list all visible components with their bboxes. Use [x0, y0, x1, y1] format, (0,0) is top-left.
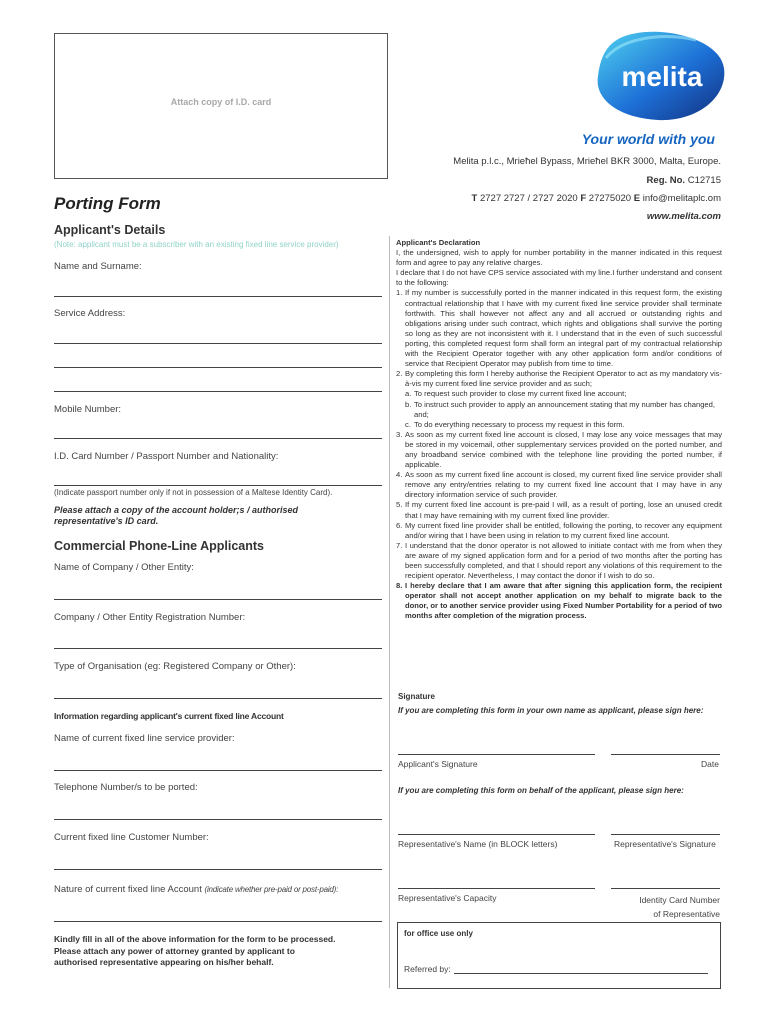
current-line-heading: Information regarding applicant's current fixed line Account: [54, 711, 284, 721]
footer-note: Kindly fill in all of the above information for the form to be processed. Please attach any power of attorney granted by applicant to authorised representative appearing on his/her behalf.: [54, 934, 336, 967]
service-address-label: Service Address:: [54, 308, 126, 319]
declaration-item: 2. By completing this form I hereby authorise the Recipient Operator to act as my mandatory vis-à-vis my current fixed line service provider and as such;: [396, 369, 722, 389]
declaration-intro-1: I, the undersigned, wish to apply for number portability in the manner indicated in this request form and agree to pay any relative charges.: [396, 248, 722, 268]
company-reg-label: Company / Other Entity Registration Number:: [54, 612, 246, 623]
registration-number: Reg. No. C12715: [646, 175, 721, 186]
rep-signature-label: Representative's Signature: [614, 839, 716, 849]
applicant-note: (Note: applicant must be a subscriber with an existing fixed line service provider): [54, 240, 339, 249]
declaration-subitem: a. To request such provider to close my current fixed line account;: [405, 389, 627, 399]
attach-id-note: Please attach a copy of the account holder;s / authorised representative's ID card.: [54, 505, 299, 526]
declaration-item: 4. As soon as my current fixed line account is closed, my current fixed line service provider shall remove any entry/entries relating to my current fixed line account that I may have in any directory information service of such provider.: [396, 470, 722, 500]
company-website: www.melita.com: [646, 211, 721, 222]
signature-heading: Signature: [398, 692, 435, 701]
applicant-details-heading: Applicant's Details: [54, 223, 166, 237]
declaration-item: 8. I hereby declare that I am aware that after signing this application form, the recipient operator shall not accept another application on my behalf to migrate back to the donor, or to another service provider using Fixed Number Portability for a period of two months after completion of the migration process.: [396, 581, 722, 621]
customer-number-label: Current fixed line Customer Number:: [54, 832, 209, 843]
id-card-field[interactable]: [54, 485, 382, 486]
page-title: Porting Form: [54, 194, 161, 213]
provider-label: Name of current fixed line service provider:: [54, 733, 235, 744]
declaration-title: Applicant's Declaration: [396, 238, 481, 247]
provider-field[interactable]: [54, 770, 382, 771]
date-label: Date: [701, 759, 719, 769]
company-name-field[interactable]: [54, 599, 382, 600]
commercial-heading: Commercial Phone-Line Applicants: [54, 539, 264, 553]
behalf-instruction: If you are completing this form on behalf of the applicant, please sign here:: [398, 786, 684, 795]
account-nature-field[interactable]: [54, 921, 382, 922]
mobile-number-label: Mobile Number:: [54, 404, 122, 415]
name-field[interactable]: [54, 296, 382, 297]
passport-note: (Indicate passport number only if not in possession of a Maltese Identity Card).: [54, 488, 333, 497]
id-card-attachment-label: Attach copy of I.D. card: [170, 97, 272, 107]
declaration-subitem: c. To do everything necessary to process my request in this form.: [405, 419, 625, 429]
declaration-item: 5. If my current fixed line account is pre-paid I will, as a result of porting, lose an unused credit that I may have remaining with my current fixed line provider.: [396, 500, 722, 520]
telephone-field[interactable]: [54, 819, 382, 820]
company-name-label: Name of Company / Other Entity:: [54, 562, 194, 573]
declaration-item: 6. My current fixed line provider shall be entitled, following the porting, to recover any equipment and/or wiring that I have been using in relation to my current fixed line account.: [396, 520, 722, 540]
tagline: Your world with you: [581, 131, 715, 147]
declaration-item: 1. If my number is successfully ported in the manner indicated in this request form, the existing contractual relationship that I have with my current fixed line service provider shall terminate forthwith. This shall however not affect any and all accrued or outstanding rights and obligations arising under such contract, which rights and obligations shall survive the porting so long as they are not inconsistent with it. I understand that in the even of such successful porting, this completed request form shall form an integral part of my contractual relationship with the Recipient Operator together with any other application form and/or conditions of service that Recipient Operator may publish from time to time.: [396, 288, 722, 369]
company-reg-field[interactable]: [54, 648, 382, 649]
company-address: Melita p.l.c., Mrieħel Bypass, Mrieħel BKR 3000, Malta, Europe.: [453, 156, 721, 167]
office-use-title: for office use only: [404, 929, 473, 938]
declaration-intro-2: I declare that I do not have CPS service associated with my line.I further understand and consent to the following:: [396, 268, 722, 288]
id-card-label: I.D. Card Number / Passport Number and Nationality:: [54, 451, 279, 462]
rep-id-label: Identity Card Number of Representative: [639, 895, 720, 919]
date-field[interactable]: [611, 754, 720, 755]
rep-capacity-field[interactable]: [398, 888, 595, 889]
account-nature-label: Nature of current fixed line Account (indicate whether pre-paid or post-paid):: [54, 884, 339, 895]
declaration-item: 3. As soon as my current fixed line account is closed, I may lose any voice messages that may be stored in my voicemail, other supplementary services provided on the ported number, and any broadband service combined with the telephone line providing the ported number, if applicable.: [396, 429, 722, 470]
mobile-number-field[interactable]: [54, 438, 382, 439]
declaration-item: 7. I understand that the donor operator is not allowed to initiate contact with me from when they are aware of my signed application form and for a period of two months after the porting has been successfully completed, and that I should report any violations of this requirement to the recipient operator. Nevertheless, I may contact the donor if I wish to do so.: [396, 540, 722, 581]
applicant-signature-field[interactable]: [398, 754, 595, 755]
service-address-field-3[interactable]: [54, 391, 382, 392]
own-name-instruction: If you are completing this form in your own name as applicant, please sign here:: [398, 706, 704, 715]
service-address-field-2[interactable]: [54, 367, 382, 368]
referred-by-label: Referred by:: [404, 964, 451, 974]
rep-name-field[interactable]: [398, 834, 595, 835]
rep-id-field[interactable]: [611, 888, 720, 889]
logo-text: melita: [621, 61, 703, 92]
telephone-label: Telephone Number/s to be ported:: [54, 782, 198, 793]
company-contacts: T 2727 2727 / 2727 2020 F 27275020 E info@melitaplc.om: [471, 193, 721, 204]
applicant-signature-label: Applicant's Signature: [398, 759, 478, 769]
melita-logo: [592, 28, 728, 124]
service-address-field-1[interactable]: [54, 343, 382, 344]
referred-by-field[interactable]: [454, 973, 708, 974]
rep-name-label: Representative's Name (in BLOCK letters): [398, 839, 558, 849]
id-card-attachment-box: [54, 33, 388, 179]
organisation-type-label: Type of Organisation (eg: Registered Company or Other):: [54, 661, 296, 672]
customer-number-field[interactable]: [54, 869, 382, 870]
office-use-box: [397, 922, 721, 989]
declaration-subitem: b. To instruct such provider to apply an announcement stating that my number has changed, and;: [405, 399, 715, 419]
organisation-type-field[interactable]: [54, 698, 382, 699]
rep-capacity-label: Representative's Capacity: [398, 893, 497, 903]
applicant-declaration: [396, 238, 722, 622]
rep-signature-field[interactable]: [611, 834, 720, 835]
name-label: Name and Surname:: [54, 261, 142, 272]
column-divider: [389, 236, 390, 988]
